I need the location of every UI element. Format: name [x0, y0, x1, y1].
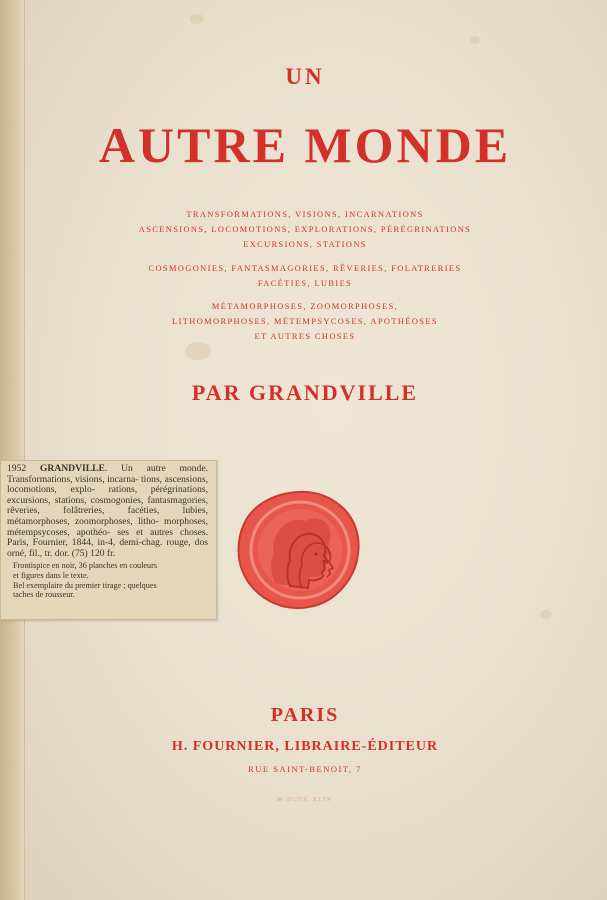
foxing-spot: [190, 14, 204, 24]
subtitle-line: EXCURSIONS, STATIONS: [243, 240, 367, 249]
clipping-line: tions, ascensions, locomotions, explo-: [7, 473, 209, 496]
subtitle-group-3: [60, 299, 550, 344]
lot-number: 1952: [7, 463, 27, 474]
subtitle-group-2: [60, 261, 550, 291]
foxing-spot: [185, 342, 211, 360]
subtitle-line: FACÉTIES, LUBIES: [257, 279, 353, 288]
clipping-line: Un autre monde.: [121, 463, 208, 474]
foxing-spot: [470, 36, 480, 44]
clipping-line: métamorphoses, zoomorphoses, litho-: [7, 515, 159, 527]
clipping-line: morphoses, métempsycoses, apothéo-: [7, 515, 209, 538]
imprint-year: M DCCC XLIV: [277, 797, 333, 803]
author-line: PAR GRANDVILLE: [191, 380, 419, 405]
clipping-line: 1844, in-4, demi-chag. rouge, dos orné,: [7, 537, 208, 559]
clipping-line: rations, pérégrinations, excursions,: [7, 484, 208, 506]
clipping-note-line: Frontispice en noir, 36 planches en couleurs: [13, 561, 158, 571]
subtitle-line: MÉTAMORPHOSES, ZOOMORPHOSES,: [211, 302, 399, 311]
clipping-line: Transformations, visions, incarna-: [7, 473, 139, 485]
clipping-notes: [1, 559, 216, 599]
clipping-note-line: et figures dans le texte.: [13, 570, 89, 580]
subtitle-line: LITHOMORPHOSES, MÉTEMPSYCOSES, APOTHÉOSES: [172, 317, 438, 326]
imprint-address: RUE SAINT-BENOIT, 7: [248, 764, 362, 774]
clipping-line: stations, cosmogonies, fantasmagories,: [54, 494, 208, 506]
subtitle-line: TRANSFORMATIONS, VISIONS, INCARNATIONS: [186, 210, 424, 219]
imprint-city: PARIS: [270, 704, 340, 726]
clipping-note-line: Bel exemplaire du premier tirage ; quelques: [13, 580, 157, 590]
clipping-line: fil., tr. dor. (75) 120 fr.: [28, 547, 116, 559]
catalogue-clipping: [0, 460, 217, 620]
profile-medallion-seal: [236, 488, 362, 612]
subtitle-line: ET AUTRES CHOSES: [254, 332, 356, 341]
clipping-line: ses et autres choses. Paris, Fournier,: [7, 526, 208, 549]
clipping-line: rêveries, folâtreries, facéties, lubies,: [7, 505, 208, 517]
clipping-description: 1952 GRANDVILLE. Un autre monde. Transformations, visions, incarna- tions, ascensions, locomotions, explo- rations, pérégrinations, excursions, stations, cosmogonies, fantasmagories, rêveries, folâtreries, facéties, lubies, métamorphoses, zoomorphoses, litho- morphoses, métempsycoses, apothéo- ses et autres choses. Paris, Fournier, 1844, in-4, demi-chag. rouge, dos orné, fil., tr. dor. (75) 120 fr.: [7, 463, 209, 559]
subtitle-group-1: [60, 207, 550, 252]
title-main: AUTRE MONDE: [98, 117, 512, 173]
subtitle-line: COSMOGONIES, FANTASMAGORIES, RÊVERIES, FOLATRERIES: [148, 264, 462, 273]
imprint-publisher: H. FOURNIER, LIBRAIRE-ÉDITEUR: [171, 739, 439, 754]
clipping-note-line: taches de rousseur.: [13, 590, 75, 600]
foxing-spot: [540, 610, 552, 619]
book-spine-edge: [0, 0, 25, 900]
clipping-author: GRANDVILLE: [39, 463, 105, 474]
title-line-un: UN: [285, 64, 325, 89]
subtitle-line: ASCENSIONS, LOCOMOTIONS, EXPLORATIONS, PÉRÉGRINATIONS: [138, 225, 472, 234]
